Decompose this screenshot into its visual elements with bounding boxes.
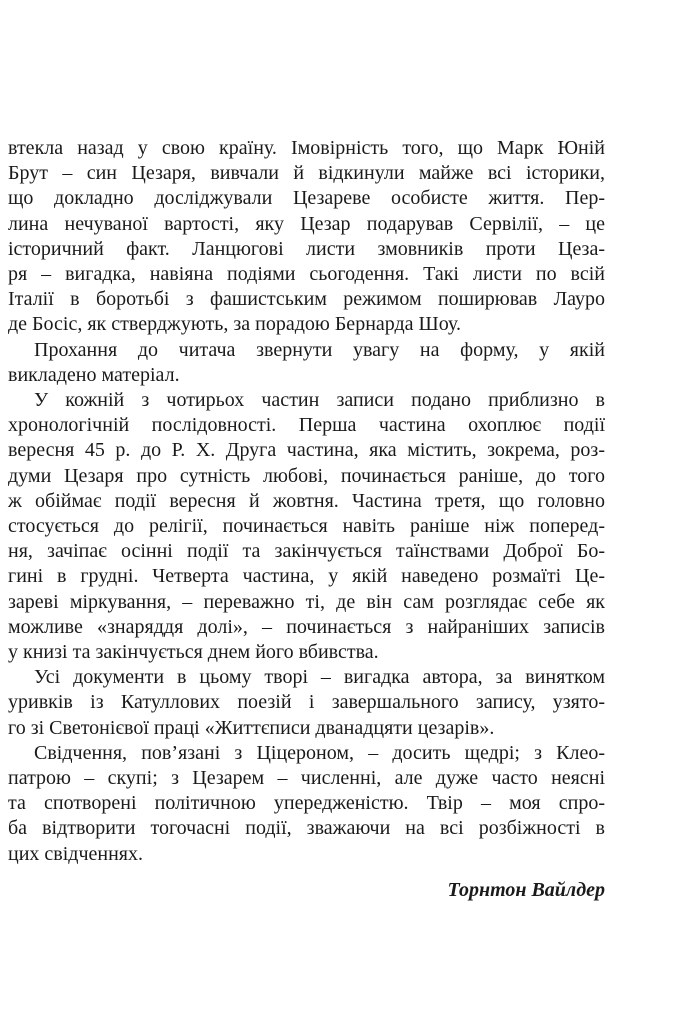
text-line: Італії в боротьбі з фашистським режимом поширював Лауро	[8, 288, 605, 311]
text-line: У кожній з чотирьох частин записи подано приблизно в	[34, 389, 605, 412]
text-line: зареві міркування, – переважно ті, де він сам розглядає себе як	[8, 590, 605, 613]
text-line: втекла назад у свою країну. Імовірність того, що Марк Юній	[8, 137, 605, 159]
text-line: що докладно досліджували Цезареве особисте життя. Пер-	[8, 187, 605, 210]
text-line: Прохання до читача звернути увагу на форму, у якій	[34, 338, 605, 361]
body-text	[8, 136, 605, 867]
paragraph-4	[8, 665, 605, 741]
text-line: ба відтворити тогочасні події, зважаючи на всі розбіжності в	[8, 817, 605, 840]
author-signature: Торнтон Вайлдер	[447, 879, 605, 901]
text-line: Свідчення, пов’язані з Ціцероном, – досить щедрі; з Клео-	[34, 741, 605, 764]
paragraph-5	[8, 741, 605, 867]
text-line: думи Цезаря про сутність любові, починається раніше, до того	[8, 464, 605, 487]
text-line: гині в грудні. Четверта частина, у якій наведено розмаїті Це-	[8, 565, 605, 588]
text-line: уривків із Катуллових поезій і завершального запису, узято-	[8, 691, 605, 714]
text-line: стосується до релігії, починається навіть раніше ніж поперед-	[8, 515, 605, 538]
text-line: історичний факт. Ланцюгові листи змовників проти Цеза-	[8, 237, 605, 260]
text-line: та спотворені політичною упередженістю. Твір – моя спро-	[8, 792, 605, 815]
text-line: ж обіймає події вересня й жовтня. Частина третя, що головно	[8, 489, 605, 512]
text-line: Усі документи в цьому творі – вигадка автора, за винятком	[34, 666, 605, 689]
text-line: де Босіс, як стверджують, за порадою Бернарда Шоу.	[8, 313, 461, 336]
paragraph-3	[8, 388, 605, 665]
text-line: хронологічній послідовності. Перша частина охоплює події	[8, 414, 605, 437]
text-line: го зі Светонієвої праці «Життєписи дванадцяти цезарів».	[8, 716, 495, 739]
text-line: ня, зачіпає осінні події та закінчується таїнствами Доброї Бо-	[8, 540, 605, 563]
text-line: у книзі та закінчується днем його вбивства.	[8, 641, 379, 664]
paragraph-1	[8, 136, 605, 338]
text-line: можливе «знаряддя долі», – починається з найраніших записів	[8, 615, 605, 638]
text-line: цих свідченнях.	[8, 842, 143, 865]
text-line: Брут – син Цезаря, вивчали й відкинули майже всі історики,	[8, 162, 605, 185]
paragraph-2	[8, 338, 605, 388]
text-line: ря – вигадка, навіяна подіями сьогодення. Такі листи по всій	[8, 263, 605, 286]
text-line: вересня 45 р. до Р. Х. Друга частина, яка містить, зокрема, роз-	[8, 439, 605, 462]
text-line: лина нечуваної вартості, яку Цезар подарував Сервілії, – це	[8, 212, 605, 235]
text-line: патрою – скупі; з Цезарем – численні, але дуже часто неясні	[8, 767, 605, 790]
text-line: викладено матеріал.	[8, 363, 180, 386]
